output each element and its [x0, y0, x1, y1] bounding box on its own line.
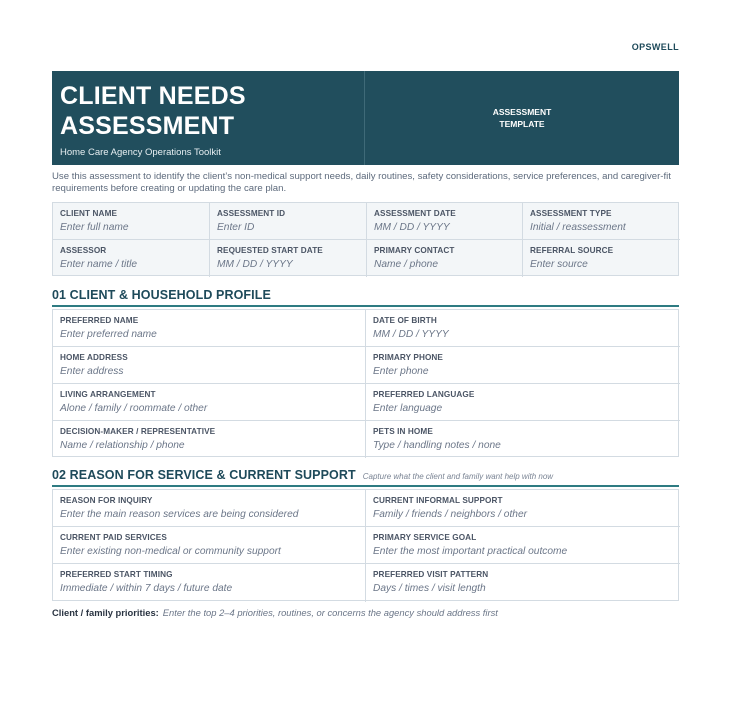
section-title: 01 CLIENT & HOUSEHOLD PROFILE — [52, 288, 271, 302]
template-tag-line2: TEMPLATE — [499, 119, 545, 129]
field-placeholder: Type / handling notes / none — [373, 440, 501, 451]
field-label: ASSESSMENT ID — [217, 209, 286, 218]
field-label: ASSESSMENT TYPE — [530, 209, 612, 218]
field-label: PETS IN HOME — [373, 427, 433, 436]
section-title: 02 REASON FOR SERVICE & CURRENT SUPPORT — [52, 468, 356, 482]
assessment-meta-grid — [52, 202, 679, 276]
field-referral-source[interactable] — [523, 240, 680, 277]
field-placeholder: Enter source — [530, 259, 588, 270]
field-label: CURRENT PAID SERVICES — [60, 533, 167, 542]
template-tag-line1: ASSESSMENT — [492, 107, 552, 117]
field-label: ASSESSMENT DATE — [374, 209, 456, 218]
field-placeholder: Family / friends / neighbors / other — [373, 509, 528, 520]
field-label: PREFERRED VISIT PATTERN — [373, 570, 489, 579]
field-date-of-birth[interactable] — [366, 310, 680, 347]
field-decision-maker[interactable] — [53, 421, 366, 458]
document-title-line2: ASSESSMENT — [60, 112, 235, 140]
field-label: PREFERRED NAME — [60, 316, 139, 325]
field-label: PRIMARY CONTACT — [374, 246, 455, 255]
field-reason-for-inquiry[interactable] — [53, 490, 366, 527]
field-preferred-name[interactable] — [53, 310, 366, 347]
field-assessor[interactable] — [53, 240, 210, 277]
field-requested-start-date[interactable] — [210, 240, 367, 277]
field-placeholder: Name / phone — [374, 259, 438, 270]
field-label: DATE OF BIRTH — [373, 316, 437, 325]
template-tag — [477, 106, 567, 130]
field-placeholder: Enter full name — [60, 222, 129, 233]
field-placeholder: Enter language — [373, 403, 443, 414]
field-home-address[interactable] — [53, 347, 366, 384]
brand-name: OPSWELL — [631, 42, 679, 52]
field-label: CURRENT INFORMAL SUPPORT — [373, 496, 503, 505]
field-pets-in-home[interactable] — [366, 421, 680, 458]
banner-title-block — [52, 71, 365, 165]
priorities-placeholder: Enter the top 2–4 priorities, routines, or concerns the agency should address first — [162, 607, 498, 618]
field-placeholder: Enter existing non-medical or community support — [60, 546, 281, 557]
field-label: REQUESTED START DATE — [217, 246, 323, 255]
field-placeholder: Days / times / visit length — [373, 583, 486, 594]
field-placeholder: Enter address — [60, 366, 124, 377]
field-placeholder: MM / DD / YYYY — [373, 329, 449, 340]
field-placeholder: Enter the main reason services are being considered — [60, 509, 299, 520]
section-header-reason — [52, 466, 679, 487]
document-title-line1: CLIENT NEEDS — [60, 82, 246, 110]
priorities-line[interactable] — [52, 607, 498, 618]
field-placeholder: Enter phone — [373, 366, 429, 377]
title-banner — [52, 71, 679, 165]
field-placeholder: Name / relationship / phone — [60, 440, 185, 451]
field-primary-contact[interactable] — [367, 240, 523, 277]
field-preferred-start-timing[interactable] — [53, 564, 366, 602]
field-label: PREFERRED START TIMING — [60, 570, 173, 579]
field-label: REASON FOR INQUIRY — [60, 496, 153, 505]
field-primary-service-goal[interactable] — [366, 527, 680, 564]
field-assessment-id[interactable] — [210, 203, 367, 240]
field-placeholder: Alone / family / roommate / other — [60, 403, 208, 414]
section-note: Capture what the client and family want help with now — [362, 472, 554, 481]
field-placeholder: Initial / reassessment — [530, 222, 626, 233]
reason-support-grid — [52, 489, 679, 601]
field-placeholder: MM / DD / YYYY — [217, 259, 293, 270]
field-assessment-type[interactable] — [523, 203, 680, 240]
field-label: LIVING ARRANGEMENT — [60, 390, 156, 399]
field-placeholder: Immediate / within 7 days / future date — [60, 583, 233, 594]
field-client-name[interactable] — [53, 203, 210, 240]
section-header-profile — [52, 286, 679, 307]
field-current-paid-services[interactable] — [53, 527, 366, 564]
field-placeholder: Enter preferred name — [60, 329, 157, 340]
banner-tag-block — [365, 71, 679, 165]
field-placeholder: MM / DD / YYYY — [374, 222, 450, 233]
field-preferred-visit-pattern[interactable] — [366, 564, 680, 602]
field-label: HOME ADDRESS — [60, 353, 128, 362]
field-living-arrangement[interactable] — [53, 384, 366, 421]
field-preferred-language[interactable] — [366, 384, 680, 421]
field-placeholder: Enter the most important practical outcome — [373, 546, 568, 557]
field-current-informal-support[interactable] — [366, 490, 680, 527]
intro-text: Use this assessment to identify the client’s non-medical support needs, daily routines, safety considerations, service preferences, and caregiver-fit requirements before creating or updating the care plan. — [52, 171, 671, 194]
field-placeholder: Enter name / title — [60, 259, 138, 270]
field-label: ASSESSOR — [60, 246, 107, 255]
field-label: PREFERRED LANGUAGE — [373, 390, 475, 399]
field-label: CLIENT NAME — [60, 209, 118, 218]
document-subtitle: Home Care Agency Operations Toolkit — [60, 147, 221, 158]
field-assessment-date[interactable] — [367, 203, 523, 240]
field-primary-phone[interactable] — [366, 347, 680, 384]
field-label: REFERRAL SOURCE — [530, 246, 614, 255]
priorities-label: Client / family priorities: — [52, 607, 159, 618]
profile-grid — [52, 309, 679, 457]
field-label: DECISION-MAKER / REPRESENTATIVE — [60, 427, 216, 436]
field-label: PRIMARY SERVICE GOAL — [373, 533, 477, 542]
field-placeholder: Enter ID — [217, 222, 255, 233]
field-label: PRIMARY PHONE — [373, 353, 443, 362]
